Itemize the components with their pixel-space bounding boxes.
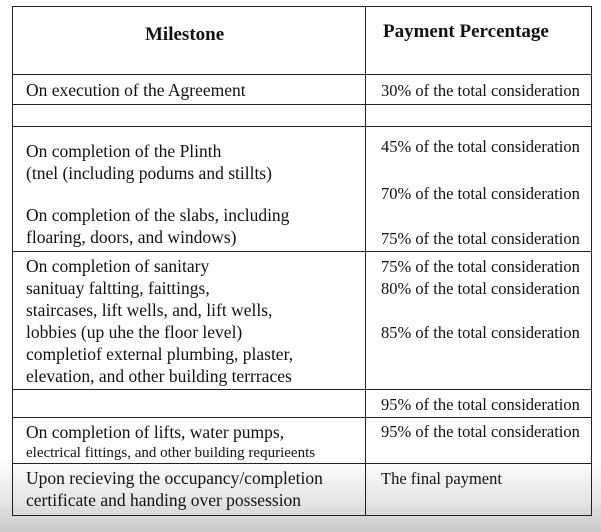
milestone-line: lobbies (up uhe the floor level) <box>26 322 243 342</box>
milestone-line: On completion of the Plinth <box>26 141 222 161</box>
milestone-column-header: Milestone <box>145 24 225 45</box>
milestone-line: staircases, lift wells, and, lift wells, <box>26 300 273 320</box>
milestone-line: (tnel (including podums and stillts) <box>26 163 272 183</box>
row-divider <box>13 74 591 75</box>
payment-cell: 95% of the total consideration <box>381 422 580 441</box>
column-divider <box>365 7 366 515</box>
row-divider <box>13 104 591 105</box>
row-divider <box>13 126 591 127</box>
milestone-line: On completion of lifts, water pumps, <box>26 422 285 442</box>
payment-schedule-table <box>12 6 592 516</box>
payment-column-header: Payment Percentage <box>383 21 549 42</box>
payment-cell: 30% of the total consideration <box>381 81 580 100</box>
payment-line: 80% of the total consideration <box>381 279 580 298</box>
milestone-line: elevation, and other building terrraces <box>26 366 292 386</box>
milestone-line: certificate and handing over possession <box>26 490 302 510</box>
payment-line: 75% of the total consideration <box>381 257 580 276</box>
milestone-line: Upon recieving the occupancy/completion <box>26 468 323 488</box>
payment-line: 45% of the total consideration <box>381 137 580 156</box>
row-divider <box>13 251 591 252</box>
milestone-line: floaring, doors, and windows) <box>26 227 237 247</box>
payment-line: 70% of the total consideration <box>381 184 580 203</box>
payment-line: 75% of the total consideration <box>381 229 580 248</box>
payment-cell: The final payment <box>381 469 502 488</box>
milestone-line: On completion of sanitary <box>26 256 210 276</box>
row-divider <box>13 389 591 390</box>
milestone-line: On completion of the slabs, including <box>26 205 290 225</box>
milestone-cell: On execution of the Agreement <box>26 80 246 100</box>
payment-line: 85% of the total consideration <box>381 323 580 342</box>
milestone-line: sanituay faltting, faittings, <box>26 278 210 298</box>
row-divider <box>13 463 591 464</box>
milestone-line: completiof external plumbing, plaster, <box>26 344 294 364</box>
milestone-line: electrical fittings, and other building requrieents <box>26 445 316 461</box>
payment-cell: 95% of the total consideration <box>381 395 580 414</box>
row-divider <box>13 417 591 418</box>
